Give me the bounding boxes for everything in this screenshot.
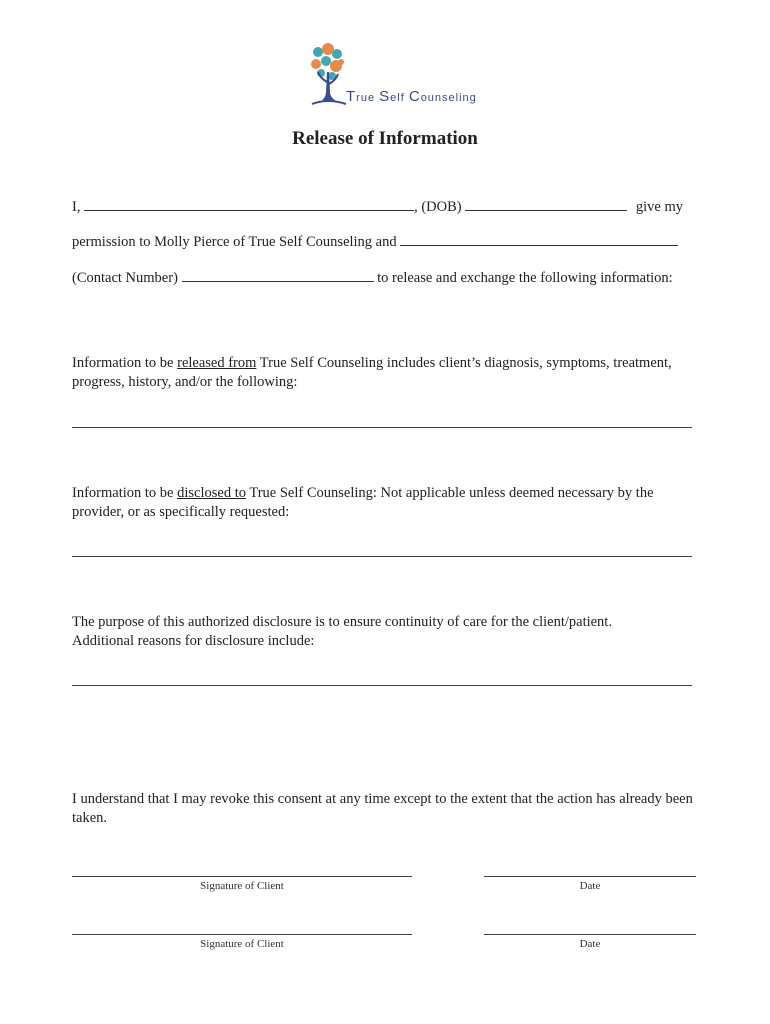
name-prefix: I,: [72, 199, 81, 215]
logo-word-1-initial: T: [346, 88, 357, 105]
released-from-paragraph: [72, 354, 672, 392]
disclosed-before: Information to be: [72, 485, 178, 501]
dob-label: , (DOB): [414, 199, 462, 215]
dob-field[interactable]: [465, 196, 627, 211]
form-line-name: [72, 196, 683, 216]
released-from-emphasis: released from: [177, 355, 257, 371]
logo-word-3-rest: ounseling: [420, 92, 477, 104]
released-before: Information to be: [72, 355, 178, 371]
disclosed-to-paragraph: [72, 484, 672, 522]
release-exchange-text: to release and exchange the following information:: [377, 270, 673, 286]
released-after: True Self Counseling includes client’s diagnosis, symptoms, treatment, progress, history, and/or the following:: [72, 355, 672, 390]
revoke-consent-paragraph: I understand that I may revoke this consent at any time except to the extent that the action has already been taken.: [72, 791, 693, 826]
date-line-1[interactable]: [484, 876, 696, 877]
contact-number-label: (Contact Number): [72, 270, 178, 286]
document-title: Release of Information: [292, 128, 478, 149]
disclosed-info-field[interactable]: [72, 556, 692, 557]
disclosed-to-emphasis: disclosed to: [177, 485, 246, 501]
recipient-field[interactable]: [400, 231, 678, 246]
form-line-permission: [72, 231, 678, 251]
tree-logo-icon: [308, 42, 348, 106]
company-logo: [308, 42, 477, 108]
date-label-2: Date: [579, 938, 601, 950]
give-my-text: give my: [635, 199, 683, 215]
contact-number-field[interactable]: [182, 267, 374, 282]
logo-word-2-rest: elf: [390, 92, 409, 104]
signature-label-2: Signature of Client: [200, 938, 284, 950]
logo-wordmark: [346, 88, 477, 105]
signature-line-2[interactable]: [72, 934, 412, 935]
date-label-1: Date: [579, 880, 601, 892]
disclosed-after: True Self Counseling: Not applicable unless deemed necessary by the provider, or as specifically requested:: [72, 485, 654, 520]
released-info-field[interactable]: [72, 427, 692, 428]
date-line-2[interactable]: [484, 934, 696, 935]
purpose-paragraph: The purpose of this authorized disclosure is to ensure continuity of care for the client/patient. Additional reasons for disclosure include:: [72, 614, 612, 649]
logo-word-2-initial: S: [379, 88, 391, 105]
permission-text: permission to Molly Pierce of True Self Counseling and: [72, 234, 397, 250]
additional-reasons-field[interactable]: [72, 685, 692, 686]
logo-word-1-rest: rue: [356, 92, 380, 104]
logo-word-3-initial: C: [408, 88, 421, 105]
form-line-contact: [72, 267, 673, 287]
signature-line-1[interactable]: [72, 876, 412, 877]
signature-label-1: Signature of Client: [200, 880, 284, 892]
client-name-field[interactable]: [84, 196, 414, 211]
